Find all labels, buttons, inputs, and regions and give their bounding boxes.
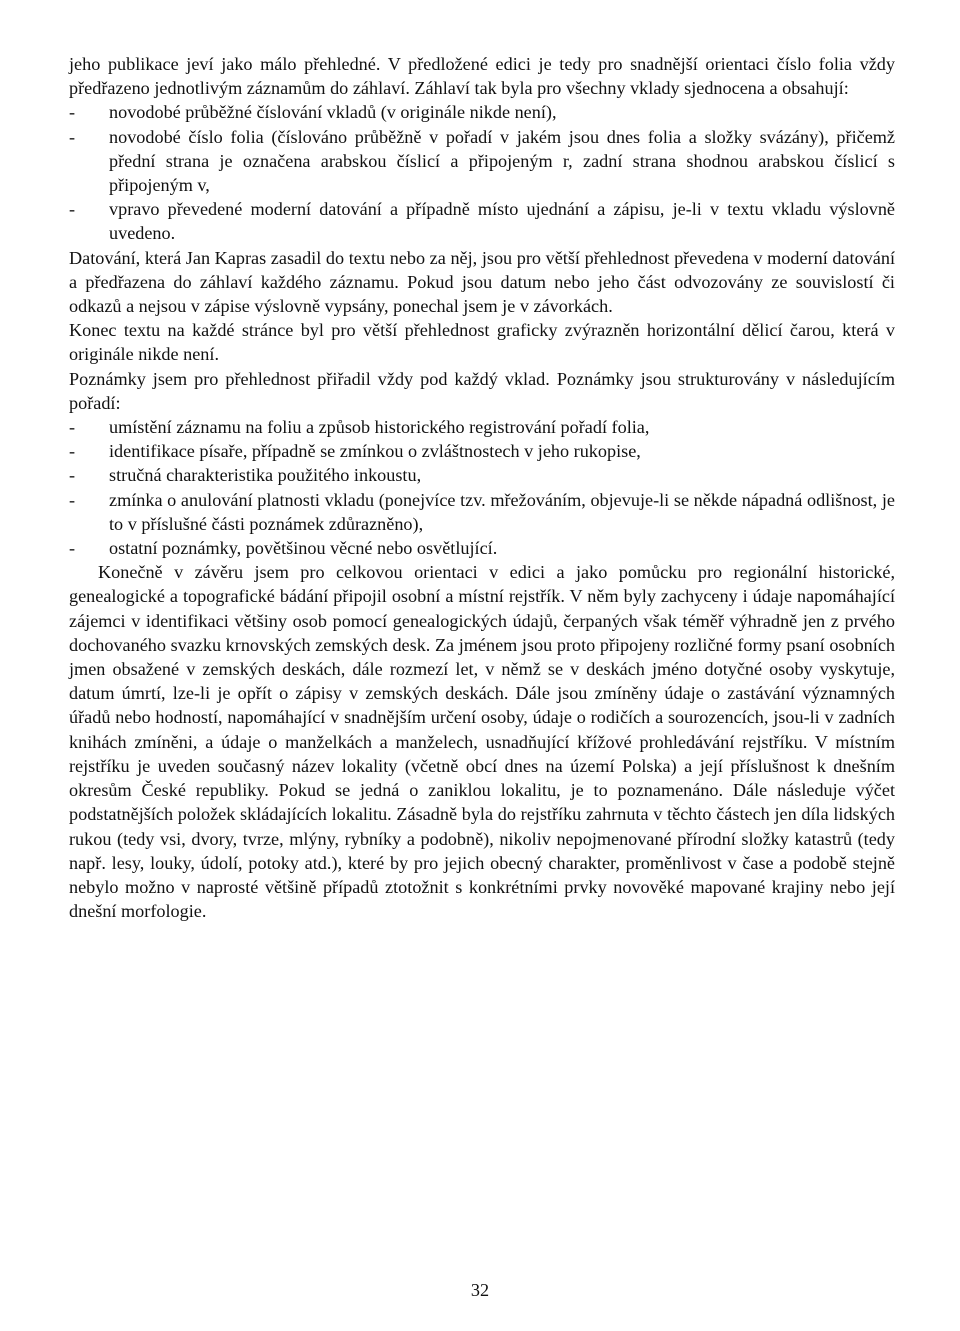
- list-dash: -: [69, 538, 76, 559]
- list-dash: -: [69, 489, 76, 510]
- list-item-text: stručná charakteristika použitého inkoustu,: [109, 465, 422, 486]
- list-item-text: vpravo převedené moderní datování a případně místo ujednání a zápisu, je-li v textu vkladu výslovně uvedeno.: [109, 199, 895, 244]
- header-contents-list: [69, 100, 895, 245]
- list-item: [69, 100, 895, 124]
- document-body: [69, 52, 895, 923]
- list-dash: -: [69, 102, 76, 123]
- list-item-text: novodobé číslo folia (číslováno průběžně v pořadí v jakém jsou dnes folia a složky svázány), přičemž přední strana je označena arabskou číslicí a připojeným r, zadní strana shodnou arabskou číslicí s připojeným v,: [109, 126, 895, 196]
- list-item-text: umístění záznamu na foliu a způsob historického registrování pořadí folia,: [109, 417, 650, 438]
- paragraph-intro: jeho publikace jeví jako málo přehledné. V předložené edici je tedy pro snadnější orientaci číslo folia vždy předřazeno jednotlivým záznamům do záhlaví. Záhlaví tak byla pro všechny vklady sjednocena a obsahují:: [69, 54, 895, 99]
- paragraph-page-end: Konec textu na každé stránce byl pro větší přehlednost graficky zvýrazněn horizontální dělicí čarou, která v originále nikde není.: [69, 320, 895, 365]
- paragraph-dating: Datování, která Jan Kapras zasadil do textu nebo za něj, jsou pro větší přehlednost převedena v moderní datování a předřazena do záhlaví každého záznamu. Pokud jsou datum nebo jeho část odvozovány ze souvislostí či odkazů a nejsou v zápise výslovně vypsány, ponechal jsem je v závorkách.: [69, 247, 895, 317]
- list-item: [69, 439, 895, 463]
- list-item-text: identifikace písaře, případně se zmínkou o zvláštnostech v jeho rukopise,: [109, 441, 641, 462]
- list-item: [69, 197, 895, 245]
- list-item: [69, 536, 895, 560]
- list-item: [69, 125, 895, 198]
- paragraph-index: Konečně v závěru jsem pro celkovou orientaci v edici a jako pomůcku pro regionální historické, genealogické a topografické bádání připojil osobní a místní rejstřík. V něm byly zachyceny i údaje napomáhající zájemci v identifikaci většiny osob pomocí genealogických údajů, čerpaných však téměř výhradně jen z prvého dochovaného svazku krnovských zemských desk. Za jménem jsou proto připojeny rozličné formy psaní osobních jmen obsažené v zemských deskách, dále rozmezí let, v němž se v deskách jméno dotyčné osoby vyskytuje, datum úmrtí, lze-li je opřít o zápisy v zemských deskách. Dále jsou zmíněny údaje o zastávání významných úřadů nebo hodností, napomáhající v snadnějším určení osoby, údaje o rodičích a sourozencích, jsou-li v zadních knihách zmíněni, a údaje o manželkách a manželech, usnadňující křížové prohledávání rejstříku. V místním rejstříku je uveden současný název lokality (včetně obcí dnes na území Polska) a její příslušnost k dnešním okresům České republiky. Pokud se jedná o zaniklou lokalitu, je to poznamenáno. Dále následuje výčet podstatnějších položek skládajících lokalitu. Zásadně byla do rejstříku zahrnuta v těchto částech jen díla lidských rukou (tedy vsi, dvory, tvrze, mlýny, rybníky a podobně), nikoliv nepojmenované přírodní složky katastrů (tedy např. lesy, louky, údolí, potoky atd.), které by pro jejich obecný charakter, proměnlivost v čase a podobě stejně nebylo možno v naprosté většině případů ztotožnit s konkrétními prvky novověké mapované krajiny nebo její dnešní morfologie.: [69, 562, 895, 922]
- list-item-text: zmínka o anulování platnosti vkladu (ponejvíce tzv. mřežováním, objevuje-li se někde nápadná odlišnost, je to v příslušné části poznámek zdůrazněno),: [109, 489, 895, 534]
- list-dash: -: [69, 441, 76, 462]
- paragraph-notes: Poznámky jsem pro přehlednost přiřadil vždy pod každý vklad. Poznámky jsou strukturovány v následujícím pořadí:: [69, 368, 895, 413]
- notes-order-list: [69, 415, 895, 560]
- list-item: [69, 415, 895, 439]
- list-dash: -: [69, 199, 76, 220]
- list-item: [69, 488, 895, 536]
- list-item: [69, 463, 895, 487]
- page-number: 32: [470, 1280, 490, 1300]
- list-dash: -: [69, 126, 76, 147]
- list-dash: -: [69, 465, 76, 486]
- list-item-text: novodobé průběžné číslování vkladů (v originále nikde není),: [109, 102, 557, 123]
- list-dash: -: [69, 417, 76, 438]
- list-item-text: ostatní poznámky, povětšinou věcné nebo osvětlující.: [109, 538, 498, 559]
